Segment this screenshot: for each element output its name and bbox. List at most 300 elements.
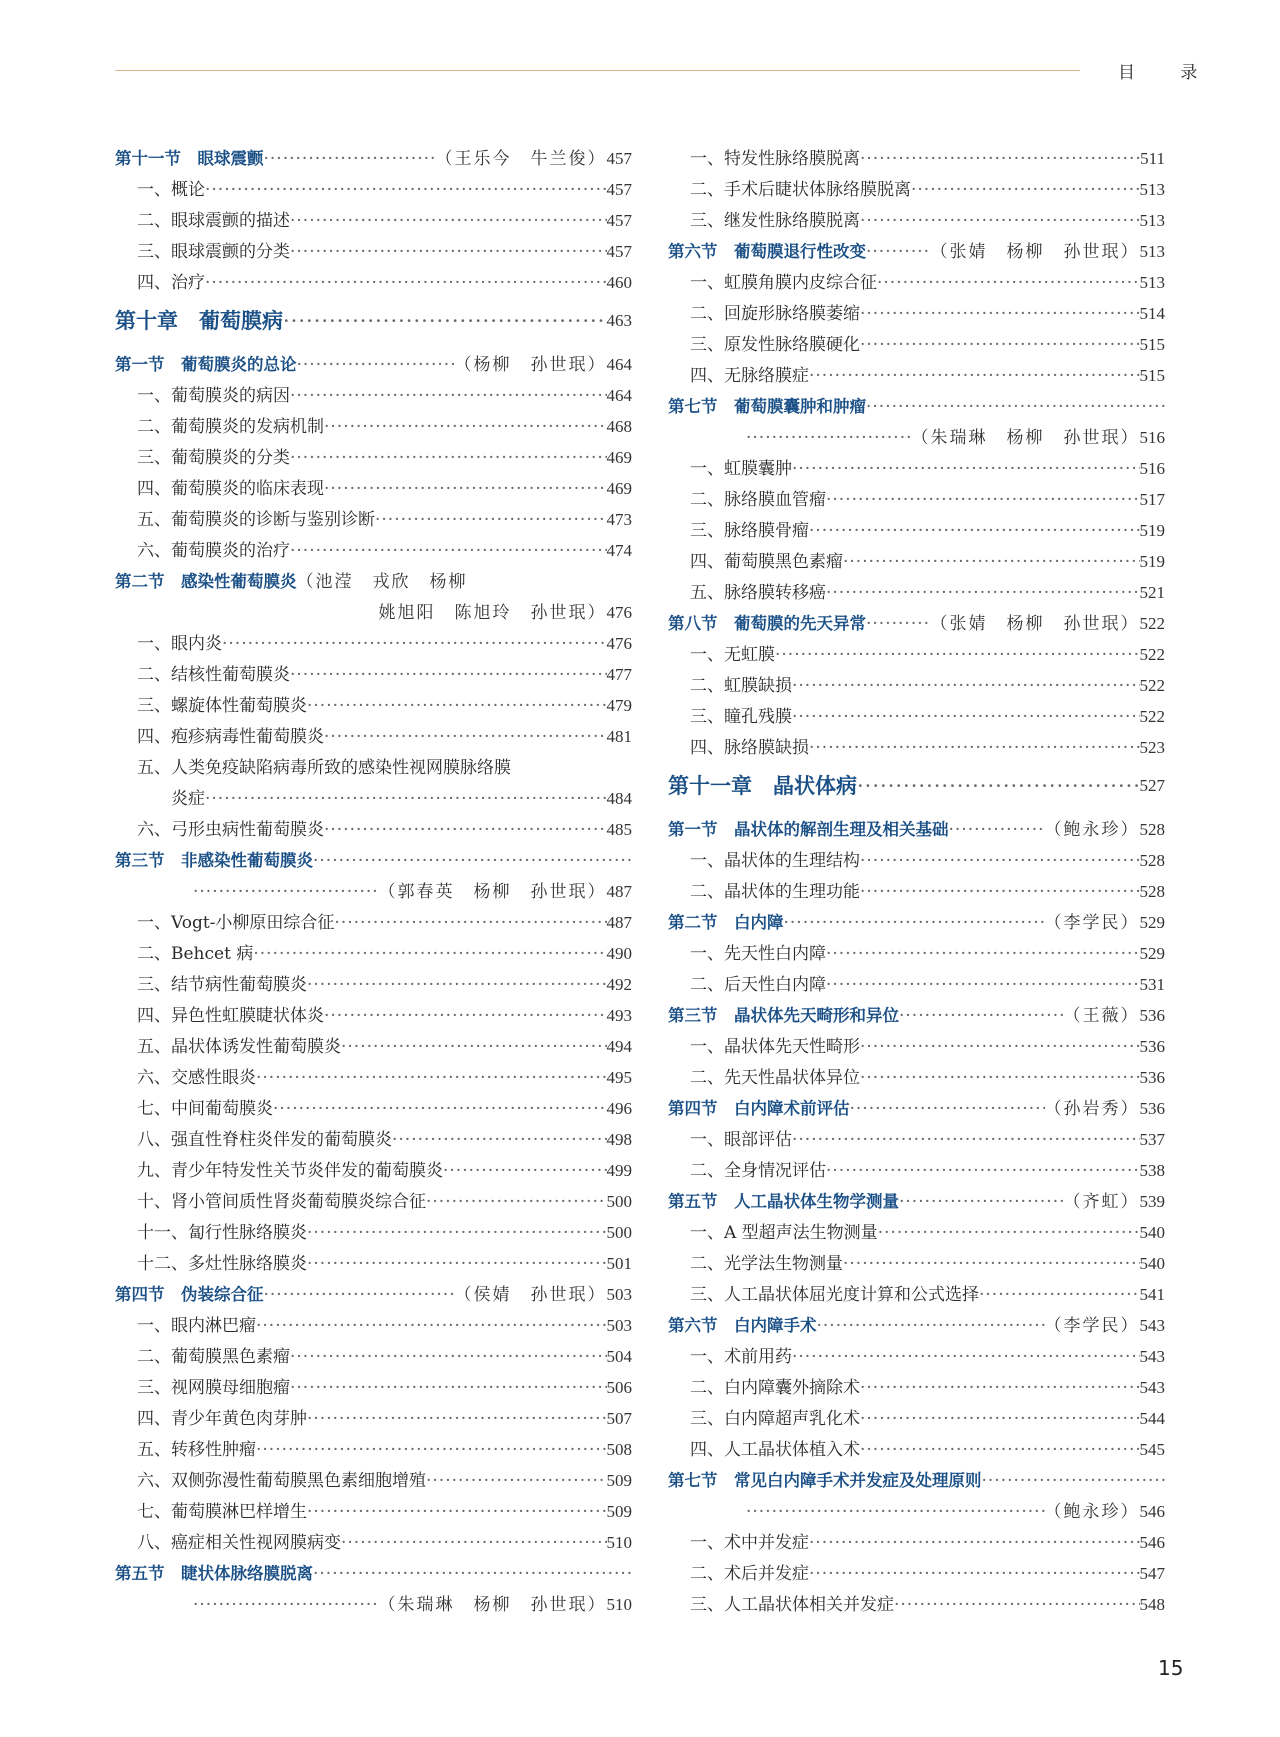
toc-page-number: 510 — [606, 1595, 632, 1614]
toc-leader-dots — [392, 1128, 607, 1152]
toc-page-number: 522 — [1139, 707, 1165, 726]
toc-item[interactable] — [668, 842, 1165, 873]
toc-leader-dots — [809, 1562, 1140, 1586]
toc-section-title: 第五节 睫状体脉络膜脱离 — [115, 1564, 313, 1583]
toc-section[interactable] — [668, 1183, 1165, 1214]
toc-item[interactable] — [668, 326, 1165, 357]
toc-page-number: 519 — [1139, 552, 1165, 571]
toc-page-number: 460 — [606, 273, 632, 292]
toc-page-number: 513 — [1139, 211, 1165, 230]
toc-page-number: 521 — [1139, 583, 1165, 602]
toc-item[interactable] — [115, 377, 632, 408]
toc-leader-dots — [775, 643, 1140, 667]
toc-leader-dots — [843, 1252, 1140, 1276]
toc-authors: 姚旭阳 陈旭玲 孙世珉） — [378, 603, 607, 623]
toc-page-number: 476 — [606, 603, 632, 622]
toc-item-label: 二、晶状体的生理功能 — [690, 882, 860, 902]
toc-item-label: 三、瞳孔残膜 — [690, 707, 792, 727]
toc-authors: （王乐今 牛兰俊） — [435, 149, 607, 169]
toc-leader-dots — [307, 1221, 607, 1245]
toc-leader-dots — [792, 1345, 1140, 1369]
toc-item-label: 六、双侧弥漫性葡萄膜黑色素细胞增殖 — [137, 1471, 426, 1491]
toc-leader-dots — [222, 632, 607, 656]
toc-page-number: 509 — [606, 1502, 632, 1521]
toc-page-number: 528 — [1139, 851, 1165, 870]
toc-item[interactable] — [115, 408, 632, 439]
toc-item[interactable] — [668, 357, 1165, 388]
toc-leader-dots — [205, 787, 607, 811]
toc-section[interactable] — [115, 1276, 632, 1307]
toc-item[interactable] — [668, 264, 1165, 295]
toc-leader-dots — [860, 1066, 1140, 1090]
toc-section[interactable] — [668, 1090, 1165, 1121]
toc-leader-dots — [426, 1190, 607, 1214]
toc-item-label: 七、葡萄膜淋巴样增生 — [137, 1502, 307, 1522]
toc-page-number: 527 — [1139, 775, 1165, 795]
toc-item[interactable] — [668, 966, 1165, 997]
toc-item[interactable] — [668, 140, 1165, 171]
toc-section-title: 第一节 葡萄膜炎的总论 — [115, 355, 297, 374]
toc-item-continuation[interactable] — [115, 780, 632, 811]
toc-page-number: 496 — [606, 1099, 632, 1118]
toc-item-label: 一、晶状体的生理结构 — [690, 851, 860, 871]
toc-item-label: 一、葡萄膜炎的病因 — [137, 386, 290, 406]
toc-leader-dots — [826, 1159, 1140, 1183]
toc-item-label: 三、脉络膜骨瘤 — [690, 521, 809, 541]
toc-leader-dots — [273, 1097, 607, 1121]
toc-continuation[interactable] — [115, 594, 632, 625]
toc-item[interactable] — [115, 1121, 632, 1152]
toc-page-number: 546 — [1139, 1502, 1165, 1521]
toc-item[interactable] — [115, 470, 632, 501]
toc-item[interactable] — [115, 532, 632, 563]
toc-page-number: 487 — [606, 913, 632, 932]
toc-section[interactable] — [115, 1555, 632, 1586]
toc-section-title: 第四节 伪装综合征 — [115, 1285, 264, 1304]
toc-section-title: 第二节 感染性葡萄膜炎 — [115, 572, 297, 591]
toc-leader-dots — [860, 1407, 1140, 1431]
toc-item[interactable] — [115, 1493, 632, 1524]
toc-item[interactable] — [115, 718, 632, 749]
toc-leader-dots — [264, 1283, 455, 1307]
toc-chapter[interactable] — [115, 297, 632, 344]
toc-item-label: 一、概论 — [137, 180, 205, 200]
toc-item-label: 二、白内障囊外摘除术 — [690, 1378, 860, 1398]
toc-item-label: 一、术中并发症 — [690, 1533, 809, 1553]
toc-item-label: 二、结核性葡萄膜炎 — [137, 665, 290, 685]
toc-leader-dots — [290, 209, 607, 233]
toc-leader-dots — [256, 1066, 607, 1090]
toc-leader-dots — [307, 1407, 607, 1431]
toc-leader-dots — [746, 426, 912, 450]
toc-item-label: 二、虹膜缺损 — [690, 676, 792, 696]
toc-page-number: 519 — [1139, 521, 1165, 540]
toc-page-number: 516 — [1139, 459, 1165, 478]
toc-section[interactable] — [115, 346, 632, 377]
toc-item[interactable] — [668, 1400, 1165, 1431]
toc-section-title: 第三节 非感染性葡萄膜炎 — [115, 851, 313, 870]
toc-page-number: 498 — [606, 1130, 632, 1149]
toc-item[interactable] — [115, 1524, 632, 1555]
toc-item-label: 四、疱疹病毒性葡萄膜炎 — [137, 727, 324, 747]
toc-item[interactable] — [668, 1028, 1165, 1059]
toc-page-number: 492 — [606, 975, 632, 994]
toc-leader-dots — [307, 694, 607, 718]
toc-leader-dots — [866, 612, 931, 636]
toc-item-label: 三、眼球震颤的分类 — [137, 242, 290, 262]
toc-item-label: 二、脉络膜血管瘤 — [690, 490, 826, 510]
toc-item[interactable] — [668, 1059, 1165, 1090]
toc-item-label: 七、中间葡萄膜炎 — [137, 1099, 273, 1119]
toc-leader-dots — [792, 705, 1140, 729]
toc-item[interactable] — [115, 966, 632, 997]
toc-page-number: 514 — [1139, 304, 1165, 323]
toc-page-number: 468 — [606, 417, 632, 436]
toc-item[interactable] — [115, 625, 632, 656]
toc-leader-dots — [324, 725, 607, 749]
toc-leader-dots — [792, 674, 1140, 698]
toc-item-label: 二、全身情况评估 — [690, 1161, 826, 1181]
toc-leader-dots — [860, 209, 1140, 233]
toc-page-number: 464 — [606, 386, 632, 405]
toc-item-label: 二、后天性白内障 — [690, 975, 826, 995]
toc-leader-dots — [253, 942, 606, 966]
toc-leader-dots — [866, 240, 931, 264]
toc-item[interactable] — [115, 264, 632, 295]
toc-item[interactable] — [115, 1431, 632, 1462]
toc-item-label: 六、葡萄膜炎的治疗 — [137, 541, 290, 561]
toc-page-number: 457 — [606, 211, 632, 230]
toc-leader-dots — [205, 271, 607, 295]
toc-page-number: 539 — [1139, 1192, 1165, 1211]
toc-leader-dots — [860, 1035, 1140, 1059]
toc-page-number: 510 — [606, 1533, 632, 1552]
toc-leader-dots — [307, 973, 607, 997]
toc-item-label: 三、结节病性葡萄膜炎 — [137, 975, 307, 995]
toc-item[interactable] — [115, 687, 632, 718]
toc-page-number: 457 — [606, 180, 632, 199]
toc-item[interactable] — [668, 171, 1165, 202]
toc-section-title: 第二节 白内障 — [668, 913, 784, 932]
toc-section[interactable] — [668, 904, 1165, 935]
toc-leader-dots — [982, 1469, 1166, 1493]
toc-page-number: 541 — [1139, 1285, 1165, 1304]
toc-leader-dots — [850, 1097, 1045, 1121]
toc-right-column — [668, 140, 1165, 1617]
toc-leader-dots — [911, 178, 1140, 202]
toc-authors: （李学民） — [1044, 1316, 1140, 1336]
toc-page-number: 484 — [606, 789, 632, 808]
toc-item-label: 三、螺旋体性葡萄膜炎 — [137, 696, 307, 716]
toc-item-label: 四、治疗 — [137, 273, 205, 293]
toc-page-number: 544 — [1139, 1409, 1165, 1428]
toc-item[interactable] — [668, 1152, 1165, 1183]
toc-item[interactable] — [668, 1338, 1165, 1369]
toc-page-number: 463 — [606, 310, 632, 330]
toc-item[interactable] — [668, 1524, 1165, 1555]
toc-leader-line[interactable] — [115, 1586, 632, 1617]
toc-page-number: 529 — [1139, 944, 1165, 963]
toc-page-number: 536 — [1139, 1006, 1165, 1025]
toc-item[interactable] — [668, 636, 1165, 667]
toc-section[interactable] — [668, 997, 1165, 1028]
toc-item[interactable] — [115, 202, 632, 233]
toc-item[interactable] — [668, 295, 1165, 326]
toc-leader-dots — [817, 1314, 1045, 1338]
toc-item-label: 二、回旋形脉络膜萎缩 — [690, 304, 860, 324]
toc-leader-dots — [878, 1221, 1140, 1245]
toc-leader-dots — [826, 942, 1140, 966]
toc-leader-dots — [860, 880, 1140, 904]
toc-item[interactable] — [115, 1059, 632, 1090]
toc-item-label: 五、脉络膜转移癌 — [690, 583, 826, 603]
toc-authors: （朱瑞琳 杨柳 孙世珉） — [378, 1595, 607, 1615]
toc-section[interactable] — [668, 811, 1165, 842]
toc-page-number: 540 — [1139, 1223, 1165, 1242]
toc-item[interactable] — [668, 873, 1165, 904]
toc-section-title: 第五节 人工晶状体生物学测量 — [668, 1192, 899, 1211]
toc-item[interactable] — [115, 1245, 632, 1276]
toc-leader-dots — [809, 1531, 1140, 1555]
toc-leader-dots — [256, 1438, 607, 1462]
toc-item[interactable] — [668, 1586, 1165, 1617]
toc-item-label: 四、青少年黄色肉芽肿 — [137, 1409, 307, 1429]
toc-leader-dots — [341, 1035, 607, 1059]
toc-leader-dots — [313, 849, 632, 873]
toc-item[interactable] — [115, 1028, 632, 1059]
toc-authors: （朱瑞琳 杨柳 孙世珉） — [911, 428, 1140, 448]
toc-section-title: 第十一节 眼球震颤 — [115, 149, 264, 168]
toc-page-number: 531 — [1139, 975, 1165, 994]
toc-item-label: 四、人工晶状体植入术 — [690, 1440, 860, 1460]
toc-item-label: 一、A 型超声法生物测量 — [690, 1223, 878, 1243]
toc-page-number: 464 — [606, 355, 632, 374]
toc-leader-dots — [324, 415, 607, 439]
toc-page-number: 536 — [1139, 1099, 1165, 1118]
toc-page-number: 481 — [606, 727, 632, 746]
toc-section[interactable] — [668, 1307, 1165, 1338]
toc-leader-dots — [341, 1531, 607, 1555]
toc-leader-dots — [792, 457, 1140, 481]
toc-item[interactable] — [115, 501, 632, 532]
running-header: 目 录 — [1118, 63, 1218, 83]
toc-item[interactable] — [115, 171, 632, 202]
toc-item[interactable] — [115, 1462, 632, 1493]
toc-leader-dots — [375, 508, 607, 532]
toc-item-label: 五、转移性肿瘤 — [137, 1440, 256, 1460]
toc-leader-dots — [860, 849, 1140, 873]
toc-section[interactable] — [115, 563, 632, 594]
toc-page-number: 538 — [1139, 1161, 1165, 1180]
toc-item[interactable] — [668, 481, 1165, 512]
toc-page-number: 528 — [1139, 882, 1165, 901]
toc-item-label: 二、Behcet 病 — [137, 944, 254, 964]
toc-leader-dots — [809, 519, 1140, 543]
toc-page-number: 547 — [1139, 1564, 1165, 1583]
toc-authors: （鲍永珍） — [1044, 820, 1140, 840]
toc-item[interactable] — [668, 1276, 1165, 1307]
toc-page-number: 507 — [606, 1409, 632, 1428]
toc-page-number: 503 — [606, 1316, 632, 1335]
toc-item[interactable] — [115, 1090, 632, 1121]
toc-item-label: 一、无虹膜 — [690, 645, 775, 665]
toc-item-label: 十一、匐行性脉络膜炎 — [137, 1223, 307, 1243]
toc-page-number: 516 — [1139, 428, 1165, 447]
toc-leader-dots — [443, 1159, 607, 1183]
toc-page-number: 528 — [1139, 820, 1165, 839]
toc-page-number: 500 — [606, 1192, 632, 1211]
toc-page-number: 513 — [1139, 180, 1165, 199]
toc-item-label: 一、眼内淋巴瘤 — [137, 1316, 256, 1336]
toc-section[interactable] — [115, 140, 632, 171]
toc-item[interactable] — [668, 1245, 1165, 1276]
toc-item-label: 三、视网膜母细胞瘤 — [137, 1378, 290, 1398]
toc-item-label: 九、青少年特发性关节炎伴发的葡萄膜炎 — [137, 1161, 443, 1181]
toc-section[interactable] — [115, 842, 632, 873]
toc-leader-dots — [290, 240, 607, 264]
toc-page-number: 529 — [1139, 913, 1165, 932]
toc-page-number: 469 — [606, 479, 632, 498]
toc-section-title: 第四节 白内障术前评估 — [668, 1099, 850, 1118]
toc-page-number: 509 — [606, 1471, 632, 1490]
toc-page-number: 487 — [606, 882, 632, 901]
toc-item[interactable] — [668, 543, 1165, 574]
toc-chapter[interactable] — [668, 762, 1165, 809]
toc-item[interactable] — [668, 202, 1165, 233]
toc-item-label: 十二、多灶性脉络膜炎 — [137, 1254, 307, 1274]
toc-section-title: 第六节 白内障手术 — [668, 1316, 817, 1335]
toc-item-label: 三、白内障超声乳化术 — [690, 1409, 860, 1429]
toc-leader-dots — [290, 1376, 607, 1400]
toc-item-label: 二、光学法生物测量 — [690, 1254, 843, 1274]
toc-page-number: 490 — [606, 944, 632, 963]
toc-item[interactable] — [115, 997, 632, 1028]
toc-item-label: 八、强直性脊柱炎伴发的葡萄膜炎 — [137, 1130, 392, 1150]
toc-item-label: 三、人工晶状体屈光度计算和公式选择 — [690, 1285, 979, 1305]
toc-page-number: 506 — [606, 1378, 632, 1397]
toc-section[interactable] — [668, 233, 1165, 264]
toc-item[interactable] — [668, 1431, 1165, 1462]
toc-section-title: 第一节 晶状体的解剖生理及相关基础 — [668, 820, 949, 839]
toc-leader-line[interactable] — [115, 873, 632, 904]
toc-item-label: 三、原发性脉络膜硬化 — [690, 335, 860, 355]
toc-page-number: 536 — [1139, 1037, 1165, 1056]
toc-page-number: 537 — [1139, 1130, 1165, 1149]
toc-item-label: 一、Vogt-小柳原田综合征 — [137, 913, 335, 933]
toc-authors: （杨柳 孙世珉） — [454, 355, 607, 375]
toc-item[interactable] — [115, 811, 632, 842]
toc-item[interactable] — [115, 1369, 632, 1400]
toc-item-label: 一、特发性脉络膜脱离 — [690, 149, 860, 169]
toc-item[interactable] — [668, 1121, 1165, 1152]
toc-page-number: 543 — [1139, 1347, 1165, 1366]
toc-item[interactable] — [668, 1555, 1165, 1586]
header-rule — [115, 70, 1080, 71]
toc-leader-dots — [860, 1376, 1140, 1400]
toc-leader-line[interactable] — [668, 1493, 1165, 1524]
toc-page-number: 500 — [606, 1223, 632, 1242]
toc-item[interactable] — [668, 450, 1165, 481]
toc-item[interactable] — [115, 749, 632, 780]
toc-item[interactable] — [115, 1307, 632, 1338]
toc-leader-dots — [205, 178, 607, 202]
toc-item[interactable] — [115, 1338, 632, 1369]
toc-item-label: 二、葡萄膜炎的发病机制 — [137, 417, 324, 437]
toc-leader-dots — [313, 1562, 632, 1586]
toc-page-number: 522 — [1139, 614, 1165, 633]
toc-section-title: 第八节 葡萄膜的先天异常 — [668, 614, 866, 633]
toc-leader-dots — [826, 581, 1140, 605]
toc-authors: （李学民） — [1044, 913, 1140, 933]
toc-page-number: 513 — [1139, 242, 1165, 261]
toc-leader-dots — [290, 539, 607, 563]
toc-item-label: 八、癌症相关性视网膜病变 — [137, 1533, 341, 1553]
toc-section[interactable] — [668, 605, 1165, 636]
toc-item[interactable] — [668, 1214, 1165, 1245]
toc-item[interactable] — [115, 1400, 632, 1431]
toc-item[interactable] — [115, 1183, 632, 1214]
toc-authors: （鲍永珍） — [1044, 1502, 1140, 1522]
toc-leader-dots — [297, 353, 455, 377]
toc-item-label: 三、继发性脉络膜脱离 — [690, 211, 860, 231]
toc-item-label: 二、术后并发症 — [690, 1564, 809, 1584]
toc-item[interactable] — [668, 729, 1165, 760]
toc-item[interactable] — [668, 574, 1165, 605]
toc-item-label: 一、眼部评估 — [690, 1130, 792, 1150]
toc-item[interactable] — [668, 1369, 1165, 1400]
toc-item[interactable] — [115, 233, 632, 264]
toc-item[interactable] — [668, 935, 1165, 966]
toc-leader-line[interactable] — [668, 419, 1165, 450]
toc-leader-dots — [877, 271, 1140, 295]
toc-leader-dots — [979, 1283, 1140, 1307]
toc-leader-dots — [857, 774, 1140, 798]
toc-leader-dots — [894, 1593, 1140, 1617]
toc-leader-dots — [193, 880, 379, 904]
toc-item-label: 三、人工晶状体相关并发症 — [690, 1595, 894, 1615]
toc-leader-dots — [426, 1469, 607, 1493]
toc-item[interactable] — [115, 1214, 632, 1245]
toc-leader-dots — [826, 973, 1140, 997]
toc-authors: （池滢 戎欣 杨柳 — [296, 572, 468, 592]
toc-item[interactable] — [668, 698, 1165, 729]
toc-leader-dots — [866, 395, 1165, 419]
toc-page-number: 499 — [606, 1161, 632, 1180]
toc-page-number: 477 — [606, 665, 632, 684]
toc-section[interactable] — [668, 388, 1165, 419]
toc-item-label: 一、虹膜囊肿 — [690, 459, 792, 479]
toc-page-number: 494 — [606, 1037, 632, 1056]
toc-item[interactable] — [668, 512, 1165, 543]
toc-item-label: 四、异色性虹膜睫状体炎 — [137, 1006, 324, 1026]
toc-leader-dots — [264, 147, 436, 171]
toc-leader-dots — [307, 1500, 607, 1524]
toc-item[interactable] — [115, 904, 632, 935]
toc-page-number: 517 — [1139, 490, 1165, 509]
toc-item-label: 十、肾小管间质性肾炎葡萄膜炎综合征 — [137, 1192, 426, 1212]
toc-item[interactable] — [115, 935, 632, 966]
toc-page-number: 476 — [606, 634, 632, 653]
toc-section[interactable] — [668, 1462, 1165, 1493]
toc-authors: （张婧 杨柳 孙世珉） — [930, 242, 1140, 262]
toc-page-number: 479 — [606, 696, 632, 715]
toc-item[interactable] — [115, 656, 632, 687]
toc-leader-dots — [283, 309, 607, 333]
toc-item[interactable] — [668, 667, 1165, 698]
toc-page-number: 513 — [1139, 273, 1165, 292]
toc-item[interactable] — [115, 439, 632, 470]
toc-item[interactable] — [115, 1152, 632, 1183]
